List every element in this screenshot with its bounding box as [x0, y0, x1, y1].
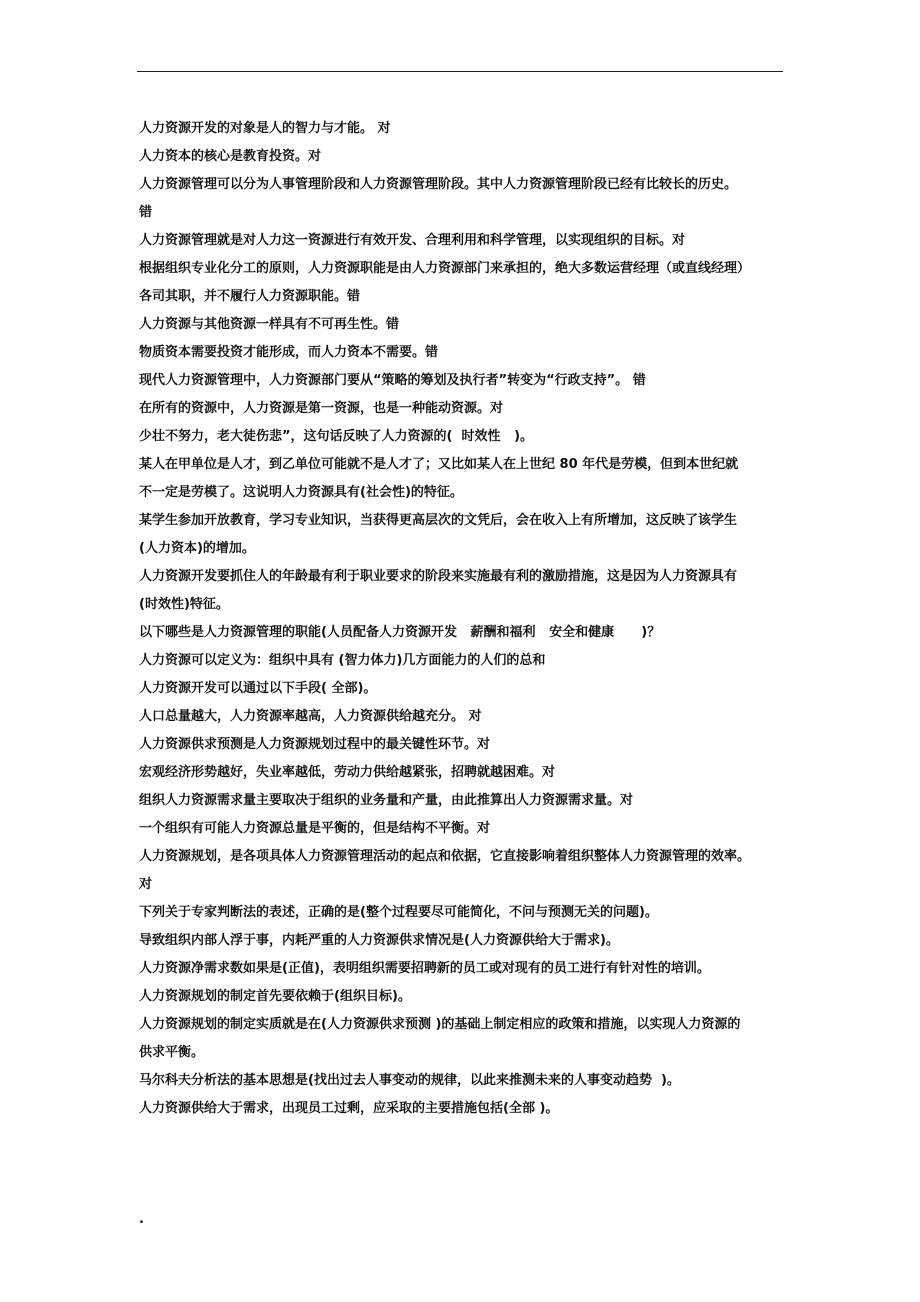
text-line: 对: [139, 877, 153, 892]
text-line: 物质资本需要投资才能形成，而人力资本不需要。错: [139, 345, 439, 360]
text-line: 人力资源供求预测是人力资源规划过程中的最关键性环节。对: [139, 737, 491, 752]
footer-mark: .: [139, 1212, 144, 1227]
text-line: 不一定是劳模了。这说明人力资源具有(社会性)的特征。: [139, 485, 463, 500]
text-line: 某学生参加开放教育，学习专业知识，当获得更高层次的文凭后，会在收入上有所增加，这反映了该学生: [139, 513, 738, 528]
text-line: 宏观经济形势越好，失业率越低，劳动力供给越紧张，招聘就越困难。对: [139, 765, 556, 780]
text-line: 以下哪些是人力资源管理的职能(人员配备人力资源开发 薪酬和福利 安全和健康 )？: [139, 625, 661, 640]
text-line: 人力资源与其他资源一样具有不可再生性。错: [139, 317, 400, 332]
text-line: 人口总量越大，人力资源率越高，人力资源供给越充分。 对: [139, 709, 482, 724]
text-line: 马尔科夫分析法的基本思想是(找出过去人事变动的规律，以此来推测未来的人事变动趋势 )。: [139, 1073, 680, 1088]
text-line: 现代人力资源管理中，人力资源部门要从“策略的筹划及执行者”转变为“行政支持”。 错: [139, 373, 646, 388]
document-body: [139, 115, 799, 1123]
text-line: 根据组织专业化分工的原则，人力资源职能是由人力资源部门来承担的，绝大多数运营经理（或直线经理）: [139, 261, 751, 276]
text-line: 导致组织内部人浮于事，内耗严重的人力资源供求情况是(人力资源供给大于需求)。: [139, 933, 619, 948]
text-line: 供求平衡。: [139, 1045, 205, 1060]
text-line: 人力资源开发的对象是人的智力与才能。 对: [139, 121, 391, 136]
text-line: 人力资源规划，是各项具体人力资源管理活动的起点和依据，它直接影响着组织整体人力资源管理的效率。: [139, 849, 751, 864]
text-line: 下列关于专家判断法的表述，正确的是(整个过程要尽可能简化，不问与预测无关的问题)。: [139, 905, 658, 920]
header-rule: [137, 71, 783, 72]
text-line: 一个组织有可能人力资源总量是平衡的，但是结构不平衡。对: [139, 821, 491, 836]
text-line: 人力资源管理可以分为人事管理阶段和人力资源管理阶段。其中人力资源管理阶段已经有比较长的历史。: [139, 177, 738, 192]
text-line: 各司其职，并不履行人力资源职能。错: [139, 289, 361, 304]
text-line: 人力资本的核心是教育投资。对: [139, 149, 322, 164]
text-line: 人力资源可以定义为：组织中具有 (智力体力)几方面能力的人们的总和: [139, 653, 546, 668]
text-line: (人力资本)的增加。: [139, 541, 255, 556]
text-line: 人力资源开发可以通过以下手段( 全部)。: [139, 681, 377, 696]
text-line: 组织人力资源需求量主要取决于组织的业务量和产量，由此推算出人力资源需求量。对: [139, 793, 634, 808]
text-line: 错: [139, 205, 153, 220]
text-line: 人力资源规划的制定实质就是在(人力资源供求预测 )的基础上制定相应的政策和措施，以实现人力资源的: [139, 1017, 741, 1032]
text-line: 少壮不努力，老大徒伤悲”，这句话反映了人力资源的( 时效性 )。: [139, 429, 534, 444]
text-line: 人力资源开发要抓住人的年龄最有利于职业要求的阶段来实施最有利的激励措施，这是因为人力资源具有: [139, 569, 738, 584]
text-line: 某人在甲单位是人才，到乙单位可能就不是人才了；又比如某人在上世纪 80 年代是劳模，但到本世纪就: [139, 457, 739, 472]
text-line: 在所有的资源中，人力资源是第一资源，也是一种能动资源。对: [139, 401, 504, 416]
text-line: 人力资源管理就是对人力这一资源进行有效开发、合理利用和科学管理，以实现组织的目标。对: [139, 233, 686, 248]
text-line: 人力资源净需求数如果是(正值)，表明组织需要招聘新的员工或对现有的员工进行有针对性的培训。: [139, 961, 710, 976]
text-line: 人力资源规划的制定首先要依赖于(组织目标)。: [139, 989, 411, 1004]
text-line: (时效性)特征。: [139, 597, 229, 612]
text-line: 人力资源供给大于需求，出现员工过剩，应采取的主要措施包括(全部 )。: [139, 1101, 559, 1116]
